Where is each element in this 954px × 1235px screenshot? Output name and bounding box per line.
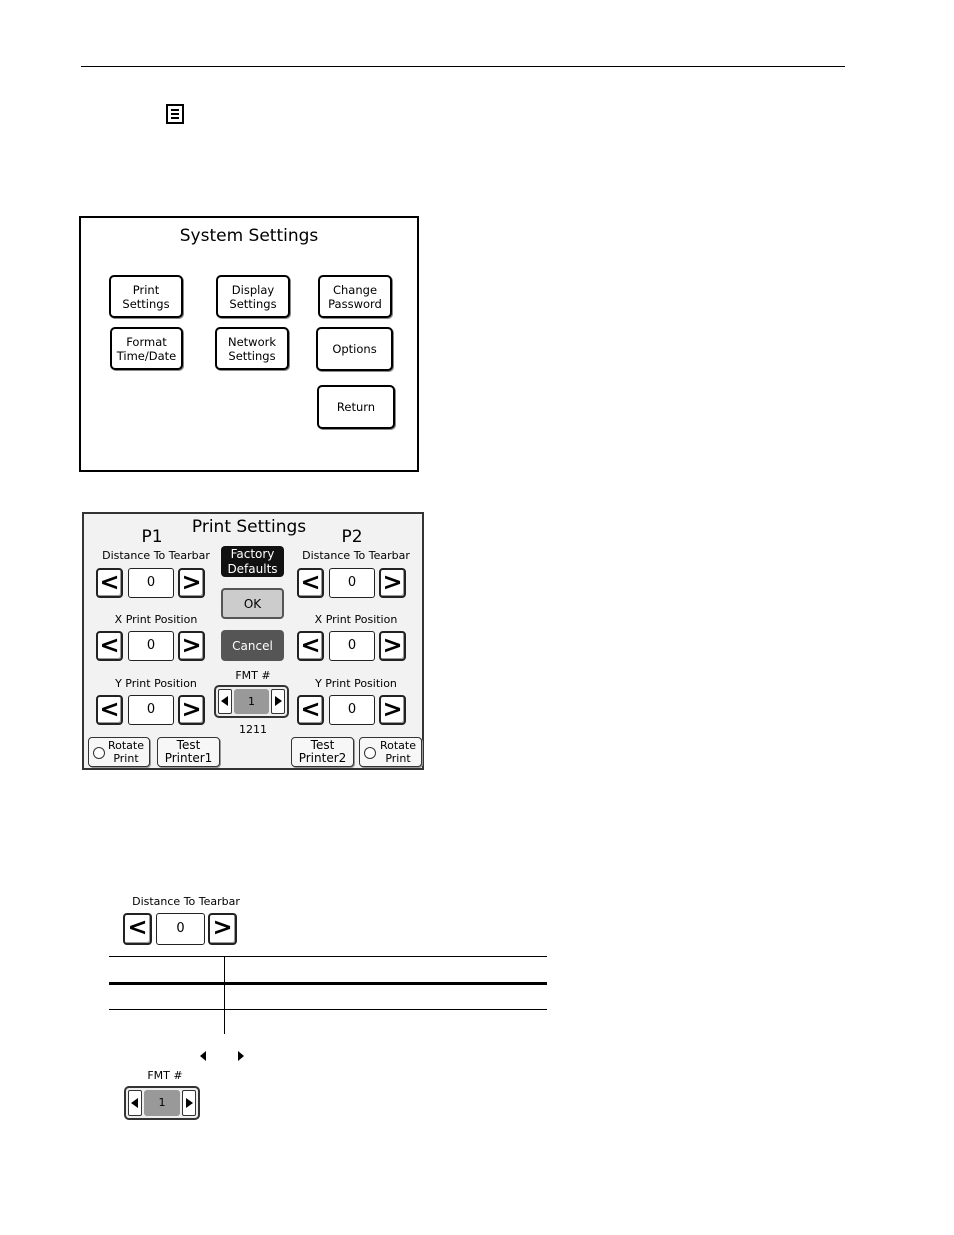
p2-x-label: X Print Position (314, 613, 398, 626)
p2-y-increase-button[interactable]: > (379, 695, 406, 725)
header-rule (81, 66, 845, 67)
p1-rotate-print-button[interactable] (88, 737, 150, 767)
print-settings-screen (82, 512, 424, 770)
p2-distance-increase-button[interactable]: > (379, 568, 406, 598)
system-settings-title: System Settings (179, 226, 319, 246)
p1-distance-label: Distance To Tearbar (102, 549, 210, 562)
p1-distance-increase-button[interactable]: > (178, 568, 205, 598)
ok-button[interactable]: OK (221, 588, 284, 619)
p2-x-increase-button[interactable]: > (379, 631, 406, 661)
p2-rotate-radio (364, 747, 376, 759)
fmt-value: 1 (234, 689, 269, 714)
p2-x-value[interactable]: 0 (329, 631, 375, 661)
p1-rotate-radio (93, 747, 105, 759)
p2-rotate-print-button[interactable] (359, 737, 422, 767)
table-header-rule (109, 982, 547, 985)
display-settings-button[interactable]: Display Settings (216, 275, 290, 318)
fmt-stepper[interactable] (214, 685, 289, 718)
detail-fmt-label: FMT # (147, 1069, 183, 1082)
fmt-next-button[interactable] (271, 689, 285, 714)
left-triangle-icon (200, 1051, 206, 1061)
p1-y-decrease-button[interactable]: < (96, 695, 123, 725)
format-time-date-button[interactable]: Format Time/Date (110, 327, 183, 370)
p2-x-decrease-button[interactable]: < (297, 631, 324, 661)
system-settings-screen (79, 216, 419, 472)
detail-fmt-previous-button[interactable] (128, 1090, 142, 1116)
fmt-previous-button[interactable] (218, 689, 232, 714)
p2-y-value[interactable]: 0 (329, 695, 375, 725)
factory-defaults-button[interactable]: Factory Defaults (221, 546, 284, 577)
detail-distance-label: Distance To Tearbar (132, 895, 240, 908)
table-top-rule (109, 956, 547, 957)
p2-rotate-label: Rotate Print (379, 739, 416, 765)
fmt-code: 1211 (239, 723, 267, 736)
p1-distance-decrease-button[interactable]: < (96, 568, 123, 598)
p1-y-value[interactable]: 0 (128, 695, 174, 725)
fmt-label: FMT # (235, 669, 271, 682)
test-printer2-button[interactable]: Test Printer2 (291, 737, 354, 767)
detail-fmt-next-button[interactable] (182, 1090, 196, 1116)
p1-x-value[interactable]: 0 (128, 631, 174, 661)
detail-distance-increase-button[interactable]: > (208, 913, 237, 945)
return-button[interactable]: Return (317, 385, 395, 429)
p1-x-increase-button[interactable]: > (178, 631, 205, 661)
p2-distance-value[interactable]: 0 (329, 568, 375, 598)
print-settings-button[interactable]: Print Settings (109, 275, 183, 318)
cancel-button[interactable]: Cancel (221, 630, 284, 661)
p2-distance-decrease-button[interactable]: < (297, 568, 324, 598)
p2-label: P2 (341, 527, 363, 547)
test-printer1-button[interactable]: Test Printer1 (157, 737, 220, 767)
detail-distance-decrease-button[interactable]: < (123, 913, 152, 945)
change-password-button[interactable]: Change Password (318, 275, 392, 318)
detail-fmt-value: 1 (144, 1090, 180, 1116)
print-settings-title: Print Settings (191, 517, 307, 537)
table-column-rule (224, 956, 225, 1034)
p2-distance-label: Distance To Tearbar (302, 549, 410, 562)
p2-y-label: Y Print Position (315, 677, 397, 690)
network-settings-button[interactable]: Network Settings (215, 327, 289, 370)
table-row-rule (109, 1009, 547, 1010)
p1-x-decrease-button[interactable]: < (96, 631, 123, 661)
detail-distance-value[interactable]: 0 (156, 913, 205, 945)
p1-label: P1 (141, 527, 163, 547)
p1-y-label: Y Print Position (115, 677, 197, 690)
p1-y-increase-button[interactable]: > (178, 695, 205, 725)
p1-distance-value[interactable]: 0 (128, 568, 174, 598)
options-button[interactable]: Options (316, 327, 393, 371)
detail-fmt-stepper[interactable] (124, 1086, 200, 1120)
p1-rotate-label: Rotate Print (107, 739, 144, 765)
menu-icon (166, 104, 184, 124)
p2-y-decrease-button[interactable]: < (297, 695, 324, 725)
p1-x-label: X Print Position (114, 613, 198, 626)
right-triangle-icon (238, 1051, 244, 1061)
